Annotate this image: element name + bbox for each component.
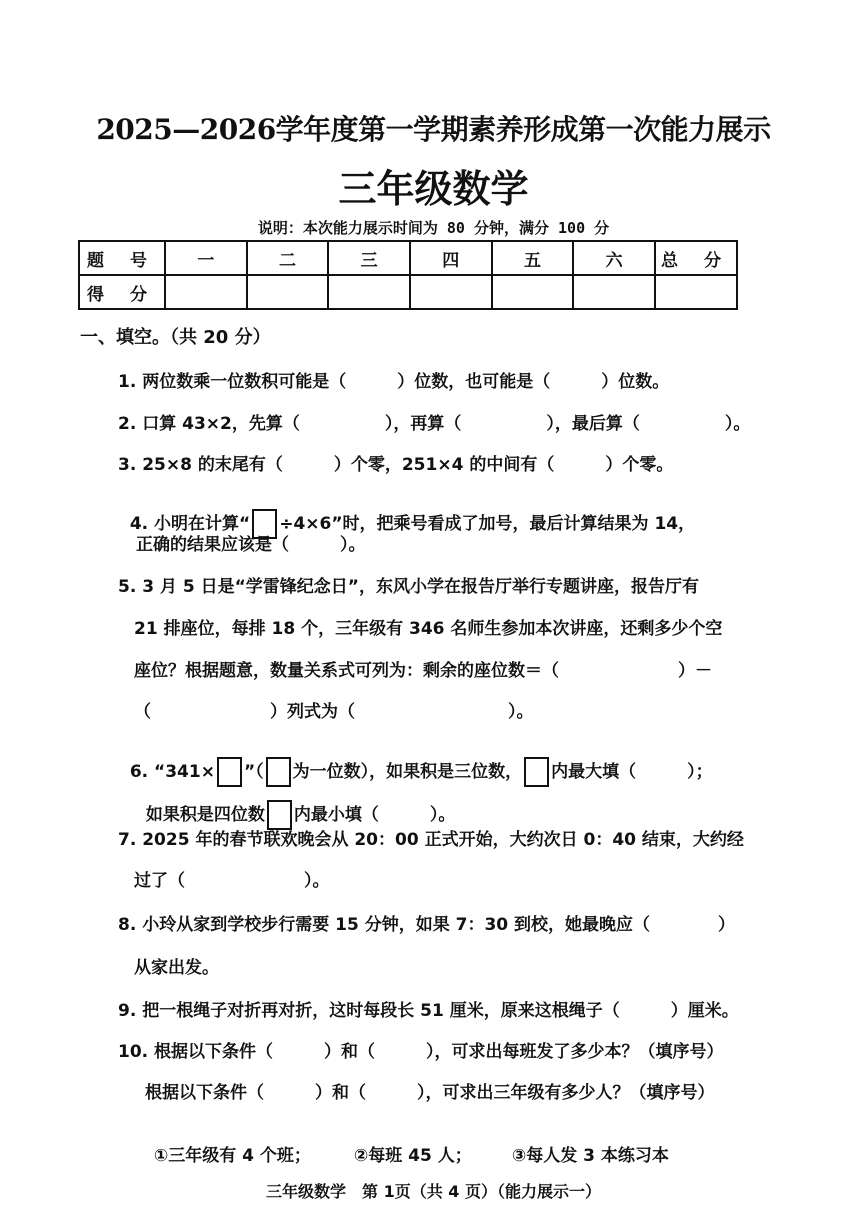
score-cell-header: 二: [247, 241, 329, 275]
question-4-text-a: 4. 小明在计算“: [129, 514, 251, 534]
exam-title: 2025—2026学年度第一学期素养形成第一次能力展示: [96, 113, 771, 146]
question-4-line-2: 正确的结果应该是（ ）。: [136, 535, 366, 555]
question-10-line-2: 根据以下条件（ ）和（ ），可求出三年级有多少人？（填序号）: [145, 1083, 715, 1103]
score-cell-empty: [165, 275, 247, 309]
score-table: [78, 240, 738, 310]
question-5-line-1: 5. 3 月 5 日是“学雷锋纪念日”，东风小学在报告厅举行专题讲座，报告厅有: [118, 577, 699, 597]
page-footer: 三年级数学 第 1页（共 4 页）（能力展示一）: [266, 1182, 601, 1201]
score-cell-empty: [410, 275, 492, 309]
section-heading: 一、填空。（共 20 分）: [80, 327, 271, 348]
question-7-line-1: 7. 2025 年的春节联欢晚会从 20：00 正式开始，大约次日 0：40 结束，大约经: [118, 830, 744, 850]
question-6-text-f: 内最小填（ ）。: [293, 805, 456, 825]
score-cell-header: 五: [492, 241, 574, 275]
question-10-options: [142, 1121, 669, 1166]
score-cell-label: 题 号: [79, 241, 165, 275]
score-cell-header: 一: [165, 241, 247, 275]
score-table-header-row: [79, 241, 737, 275]
score-cell-empty: [328, 275, 410, 309]
question-10-line-1: 10. 根据以下条件（ ）和（ ），可求出每班发了多少本？（填序号）: [118, 1042, 724, 1062]
score-cell-header: 四: [410, 241, 492, 275]
score-cell-empty: [655, 275, 737, 309]
question-8-line-1: 8. 小玲从家到学校步行需要 15 分钟，如果 7：30 到校，她最晚应（ ）: [118, 915, 736, 935]
question-5-line-4: （ ）列式为（ ）。: [134, 702, 534, 722]
question-6-text-a: 6. “341×: [129, 762, 215, 782]
question-9: 9. 把一根绳子对折再对折，这时每段长 51 厘米，原来这根绳子（ ）厘米。: [118, 1001, 739, 1021]
score-cell-label: 得 分: [79, 275, 165, 309]
question-2: 2. 口算 43×2，先算（ ），再算（ ），最后算（ ）。: [118, 414, 751, 434]
subject-title: 三年级数学: [338, 167, 529, 211]
question-8-line-2: 从家出发。: [134, 958, 219, 978]
question-3: 3. 25×8 的末尾有（ ）个零，251×4 的中间有（ ）个零。: [118, 455, 674, 475]
question-1: 1. 两位数乘一位数积可能是（ ）位数，也可能是（ ）位数。: [118, 372, 670, 392]
score-cell-header: 三: [328, 241, 410, 275]
blank-box: [524, 757, 549, 787]
question-5-line-3: 座位？根据题意，数量关系式可列为：剩余的座位数＝（ ）－: [134, 661, 712, 681]
question-7-line-2: 过了（ ）。: [134, 871, 330, 891]
question-6-text-e: 如果积是四位数: [145, 805, 265, 825]
question-5-line-2: 21 排座位，每排 18 个，三年级有 346 名师生参加本次讲座，还剩多少个空: [134, 619, 723, 639]
score-cell-empty: [492, 275, 574, 309]
question-4-text-b: ÷4×6”时，把乘号看成了加号，最后计算结果为 14，: [279, 514, 696, 534]
exam-note: 说明：本次能力展示时间为 80 分钟，满分 100 分: [257, 219, 610, 237]
question-6-line-2: [134, 780, 455, 830]
score-cell-empty: [247, 275, 329, 309]
question-6-text-c: 为一位数），如果积是三位数，: [292, 762, 523, 782]
option-1: ①三年级有 4 个班；: [153, 1146, 311, 1166]
question-6-text-d: 内最大填（ ）；: [551, 762, 713, 782]
score-cell-header: 总 分: [655, 241, 737, 275]
score-cell-header: 六: [573, 241, 655, 275]
score-table-score-row: [79, 275, 737, 309]
option-3: ③每人发 3 本练习本: [511, 1146, 669, 1166]
score-cell-empty: [573, 275, 655, 309]
question-6-text-b: ”（: [243, 762, 264, 782]
option-2: ②每班 45 人；: [353, 1146, 472, 1166]
